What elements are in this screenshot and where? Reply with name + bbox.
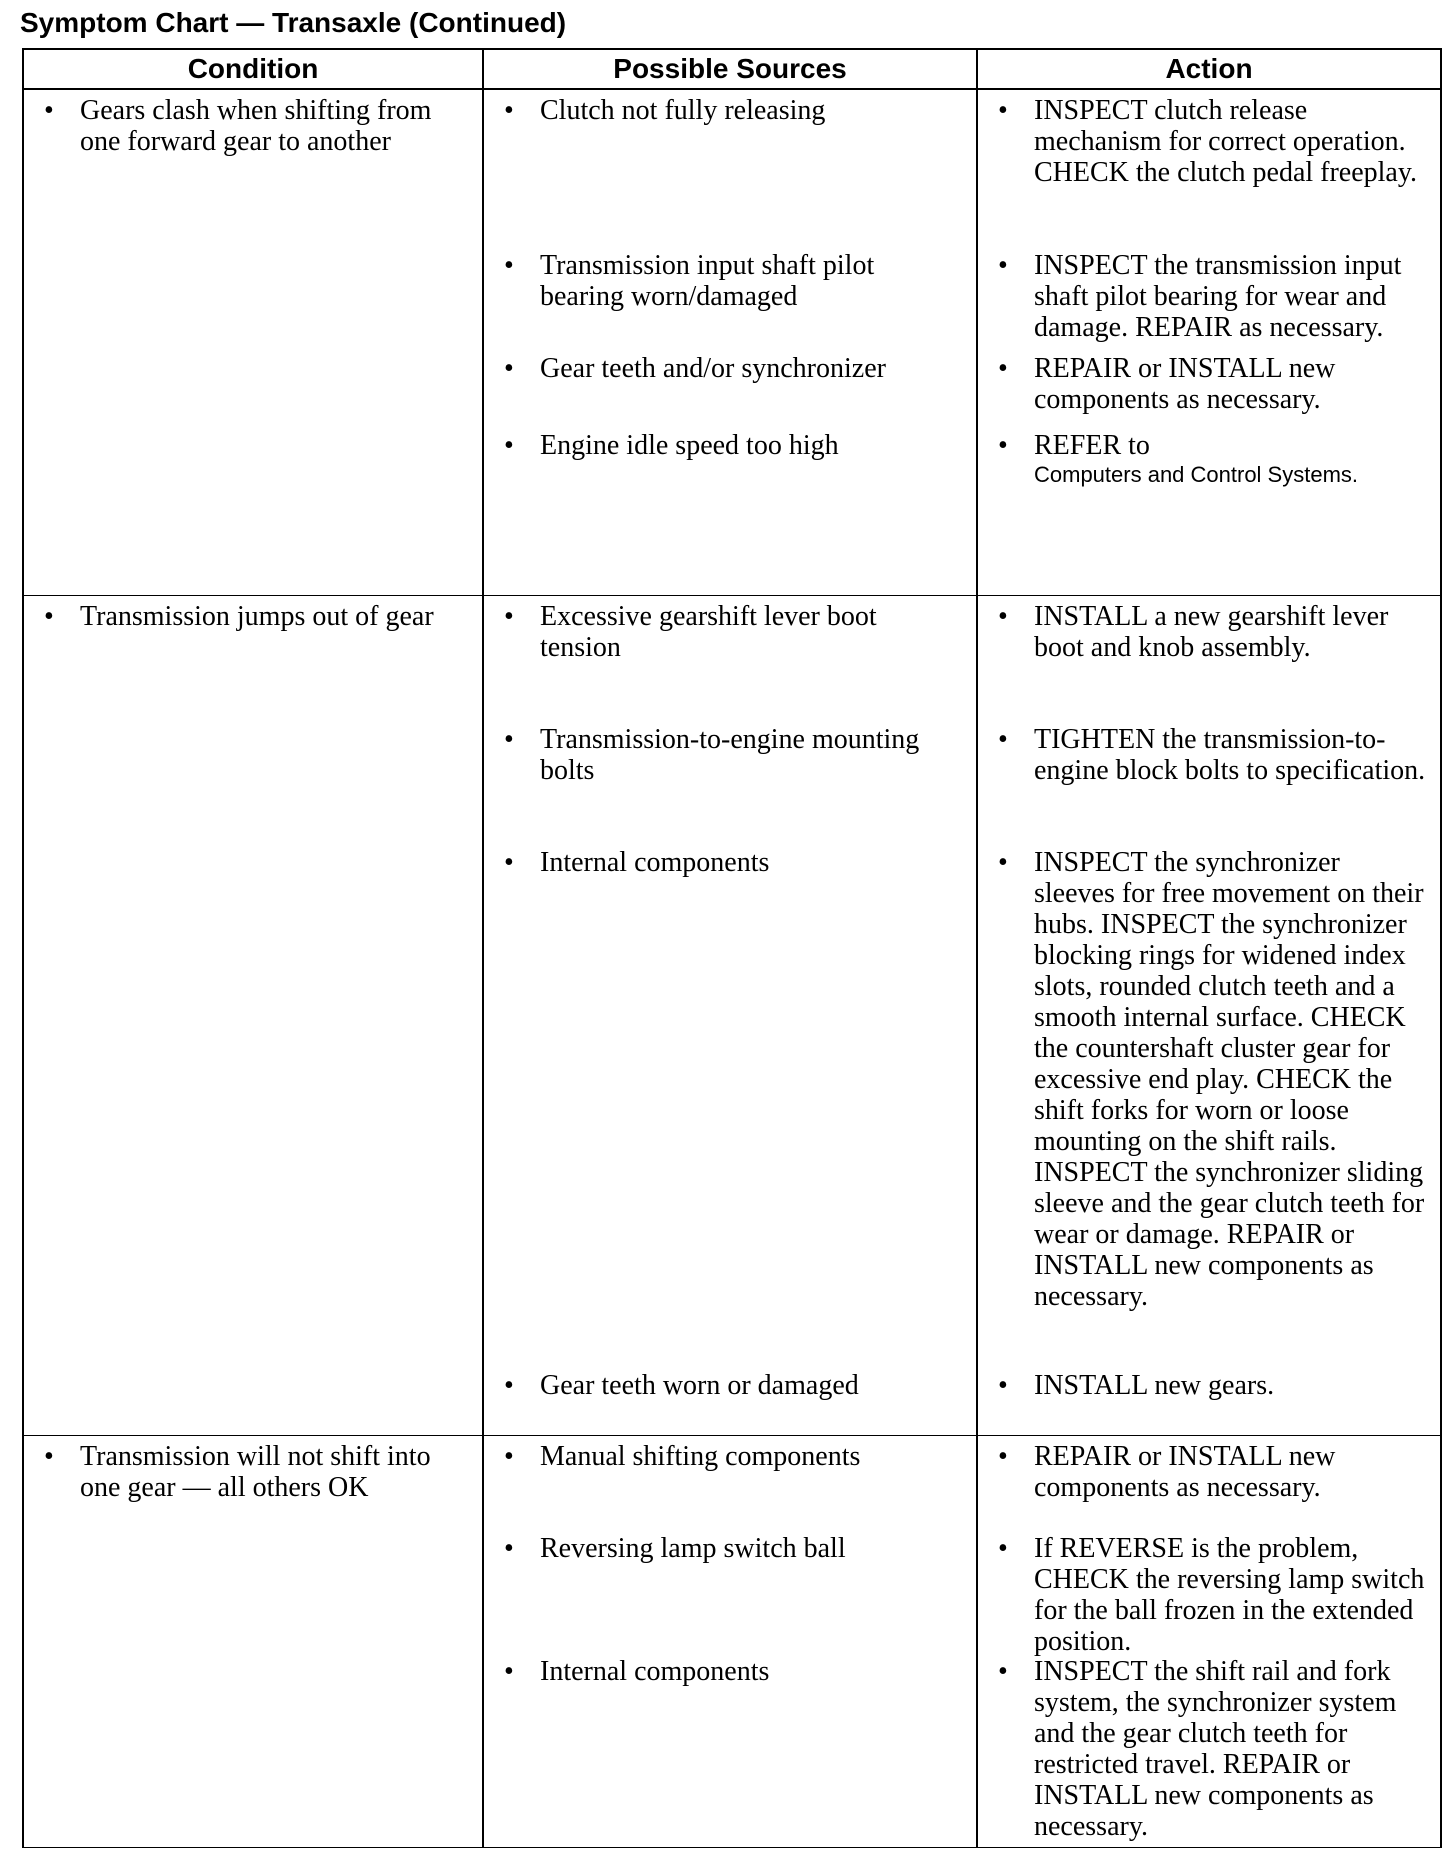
source-text: Gear teeth and/or synchronizer <box>540 353 886 384</box>
condition-text: Transmission jumps out of gear <box>80 600 434 632</box>
source-text: Manual shifting components <box>540 1440 861 1472</box>
header-condition: Condition <box>23 49 483 89</box>
source-item <box>498 1656 962 1687</box>
bullet: • <box>998 723 1008 755</box>
condition-text: Gears clash when shifting from one forward gear to another <box>80 95 432 157</box>
bullet: • <box>44 1440 54 1472</box>
action-reference: Computers and Control Systems. <box>1034 462 1359 487</box>
header-possible-sources: Possible Sources <box>483 49 977 89</box>
bullet: • <box>998 430 1008 461</box>
bullet: • <box>998 250 1008 281</box>
action-text: INSTALL new gears. <box>1034 1369 1275 1401</box>
action-item <box>992 1533 1426 1656</box>
header-action: Action <box>977 49 1441 89</box>
action-item <box>992 353 1426 430</box>
sources-cell <box>483 595 977 1435</box>
condition-cell <box>23 1435 483 1847</box>
bullet: • <box>998 846 1008 878</box>
bullet: • <box>504 1655 514 1687</box>
action-item <box>992 95 1426 250</box>
action-text: TIGHTEN the transmission-to-engine block bolts to specification. <box>1034 723 1426 786</box>
source-text: Engine idle speed too high <box>540 430 839 461</box>
action-item <box>992 847 1426 1370</box>
source-text: Transmission-to-engine mounting bolts <box>540 723 920 786</box>
source-text: Internal components <box>540 1655 770 1687</box>
action-text: REPAIR or INSTALL new components as necessary. <box>1034 353 1336 415</box>
action-text: If REVERSE is the problem, CHECK the reversing lamp switch for the ball frozen in the extended position. <box>1034 1532 1425 1657</box>
bullet: • <box>998 1369 1008 1401</box>
condition-item <box>38 601 468 632</box>
action-item <box>992 250 1426 353</box>
bullet: • <box>504 1532 514 1564</box>
source-text: Internal components <box>540 846 770 878</box>
action-item <box>992 1370 1426 1401</box>
action-cell <box>977 595 1441 1435</box>
action-text: REFER to <box>1034 430 1150 461</box>
source-item <box>498 353 962 430</box>
action-text: REPAIR or INSTALL new components as necessary. <box>1034 1440 1336 1503</box>
bullet: • <box>44 600 54 632</box>
source-item <box>498 430 962 461</box>
source-text: Gear teeth worn or damaged <box>540 1369 859 1401</box>
source-item <box>498 847 962 1370</box>
action-item <box>992 430 1426 489</box>
action-text: INSTALL a new gearshift lever boot and knob assembly. <box>1034 600 1389 663</box>
action-cell <box>977 89 1441 595</box>
action-text: INSPECT the transmission input shaft pilot bearing for wear and damage. REPAIR as necessary. <box>1034 250 1402 343</box>
table-row <box>23 1435 1441 1847</box>
sources-cell <box>483 89 977 595</box>
source-item <box>498 1370 962 1401</box>
bullet: • <box>504 846 514 878</box>
table-header-row <box>23 49 1441 89</box>
source-text: Clutch not fully releasing <box>540 95 826 126</box>
condition-text: Transmission will not shift into one gear — all others OK <box>80 1440 431 1503</box>
source-item <box>498 724 962 847</box>
source-text: Transmission input shaft pilot bearing worn/damaged <box>540 250 875 312</box>
action-cell <box>977 1435 1441 1847</box>
bullet: • <box>998 95 1008 126</box>
bullet: • <box>504 353 514 384</box>
table-row <box>23 595 1441 1435</box>
bullet: • <box>504 95 514 126</box>
condition-item <box>38 1441 468 1503</box>
bullet: • <box>504 1440 514 1472</box>
source-item <box>498 1533 962 1656</box>
action-text: INSPECT clutch release mechanism for correct operation. CHECK the clutch pedal freeplay. <box>1034 95 1418 188</box>
action-text: INSPECT the shift rail and fork system, the synchronizer system and the gear clutch teeth for restricted travel. REPAIR or INSTALL new components as necessary. <box>1034 1655 1397 1842</box>
condition-cell <box>23 89 483 595</box>
source-item <box>498 601 962 724</box>
bullet: • <box>998 1440 1008 1472</box>
bullet: • <box>504 250 514 281</box>
action-item <box>992 1656 1426 1842</box>
bullet: • <box>998 1655 1008 1687</box>
bullet: • <box>998 1532 1008 1564</box>
action-item <box>992 1441 1426 1533</box>
bullet: • <box>504 430 514 461</box>
source-item <box>498 1441 962 1533</box>
page-title: Symptom Chart — Transaxle (Continued) <box>20 7 567 38</box>
condition-item <box>38 95 468 157</box>
condition-cell <box>23 595 483 1435</box>
action-item <box>992 601 1426 724</box>
source-item <box>498 250 962 353</box>
source-text: Excessive gearshift lever boot tension <box>540 600 877 663</box>
bullet: • <box>44 95 54 126</box>
bullet: • <box>998 353 1008 384</box>
bullet: • <box>998 600 1008 632</box>
source-text: Reversing lamp switch ball <box>540 1532 846 1564</box>
sources-cell <box>483 1435 977 1847</box>
bullet: • <box>504 723 514 755</box>
action-text: INSPECT the synchronizer sleeves for free movement on their hubs. INSPECT the synchronizer blocking rings for widened index slots, rounded clutch teeth and a smooth internal surface. CHECK the countershaft cluster gear for excessive end play. CHECK the shift forks for worn or loose mounting on the shift rails. INSPECT the synchronizer sliding sleeve and the gear clutch teeth for wear or damage. REPAIR or INSTALL new components as necessary. <box>1034 846 1425 1312</box>
symptom-table <box>22 48 1442 1848</box>
bullet: • <box>504 600 514 632</box>
source-item <box>498 95 962 250</box>
table-row <box>23 89 1441 595</box>
bullet: • <box>504 1369 514 1401</box>
action-item <box>992 724 1426 847</box>
